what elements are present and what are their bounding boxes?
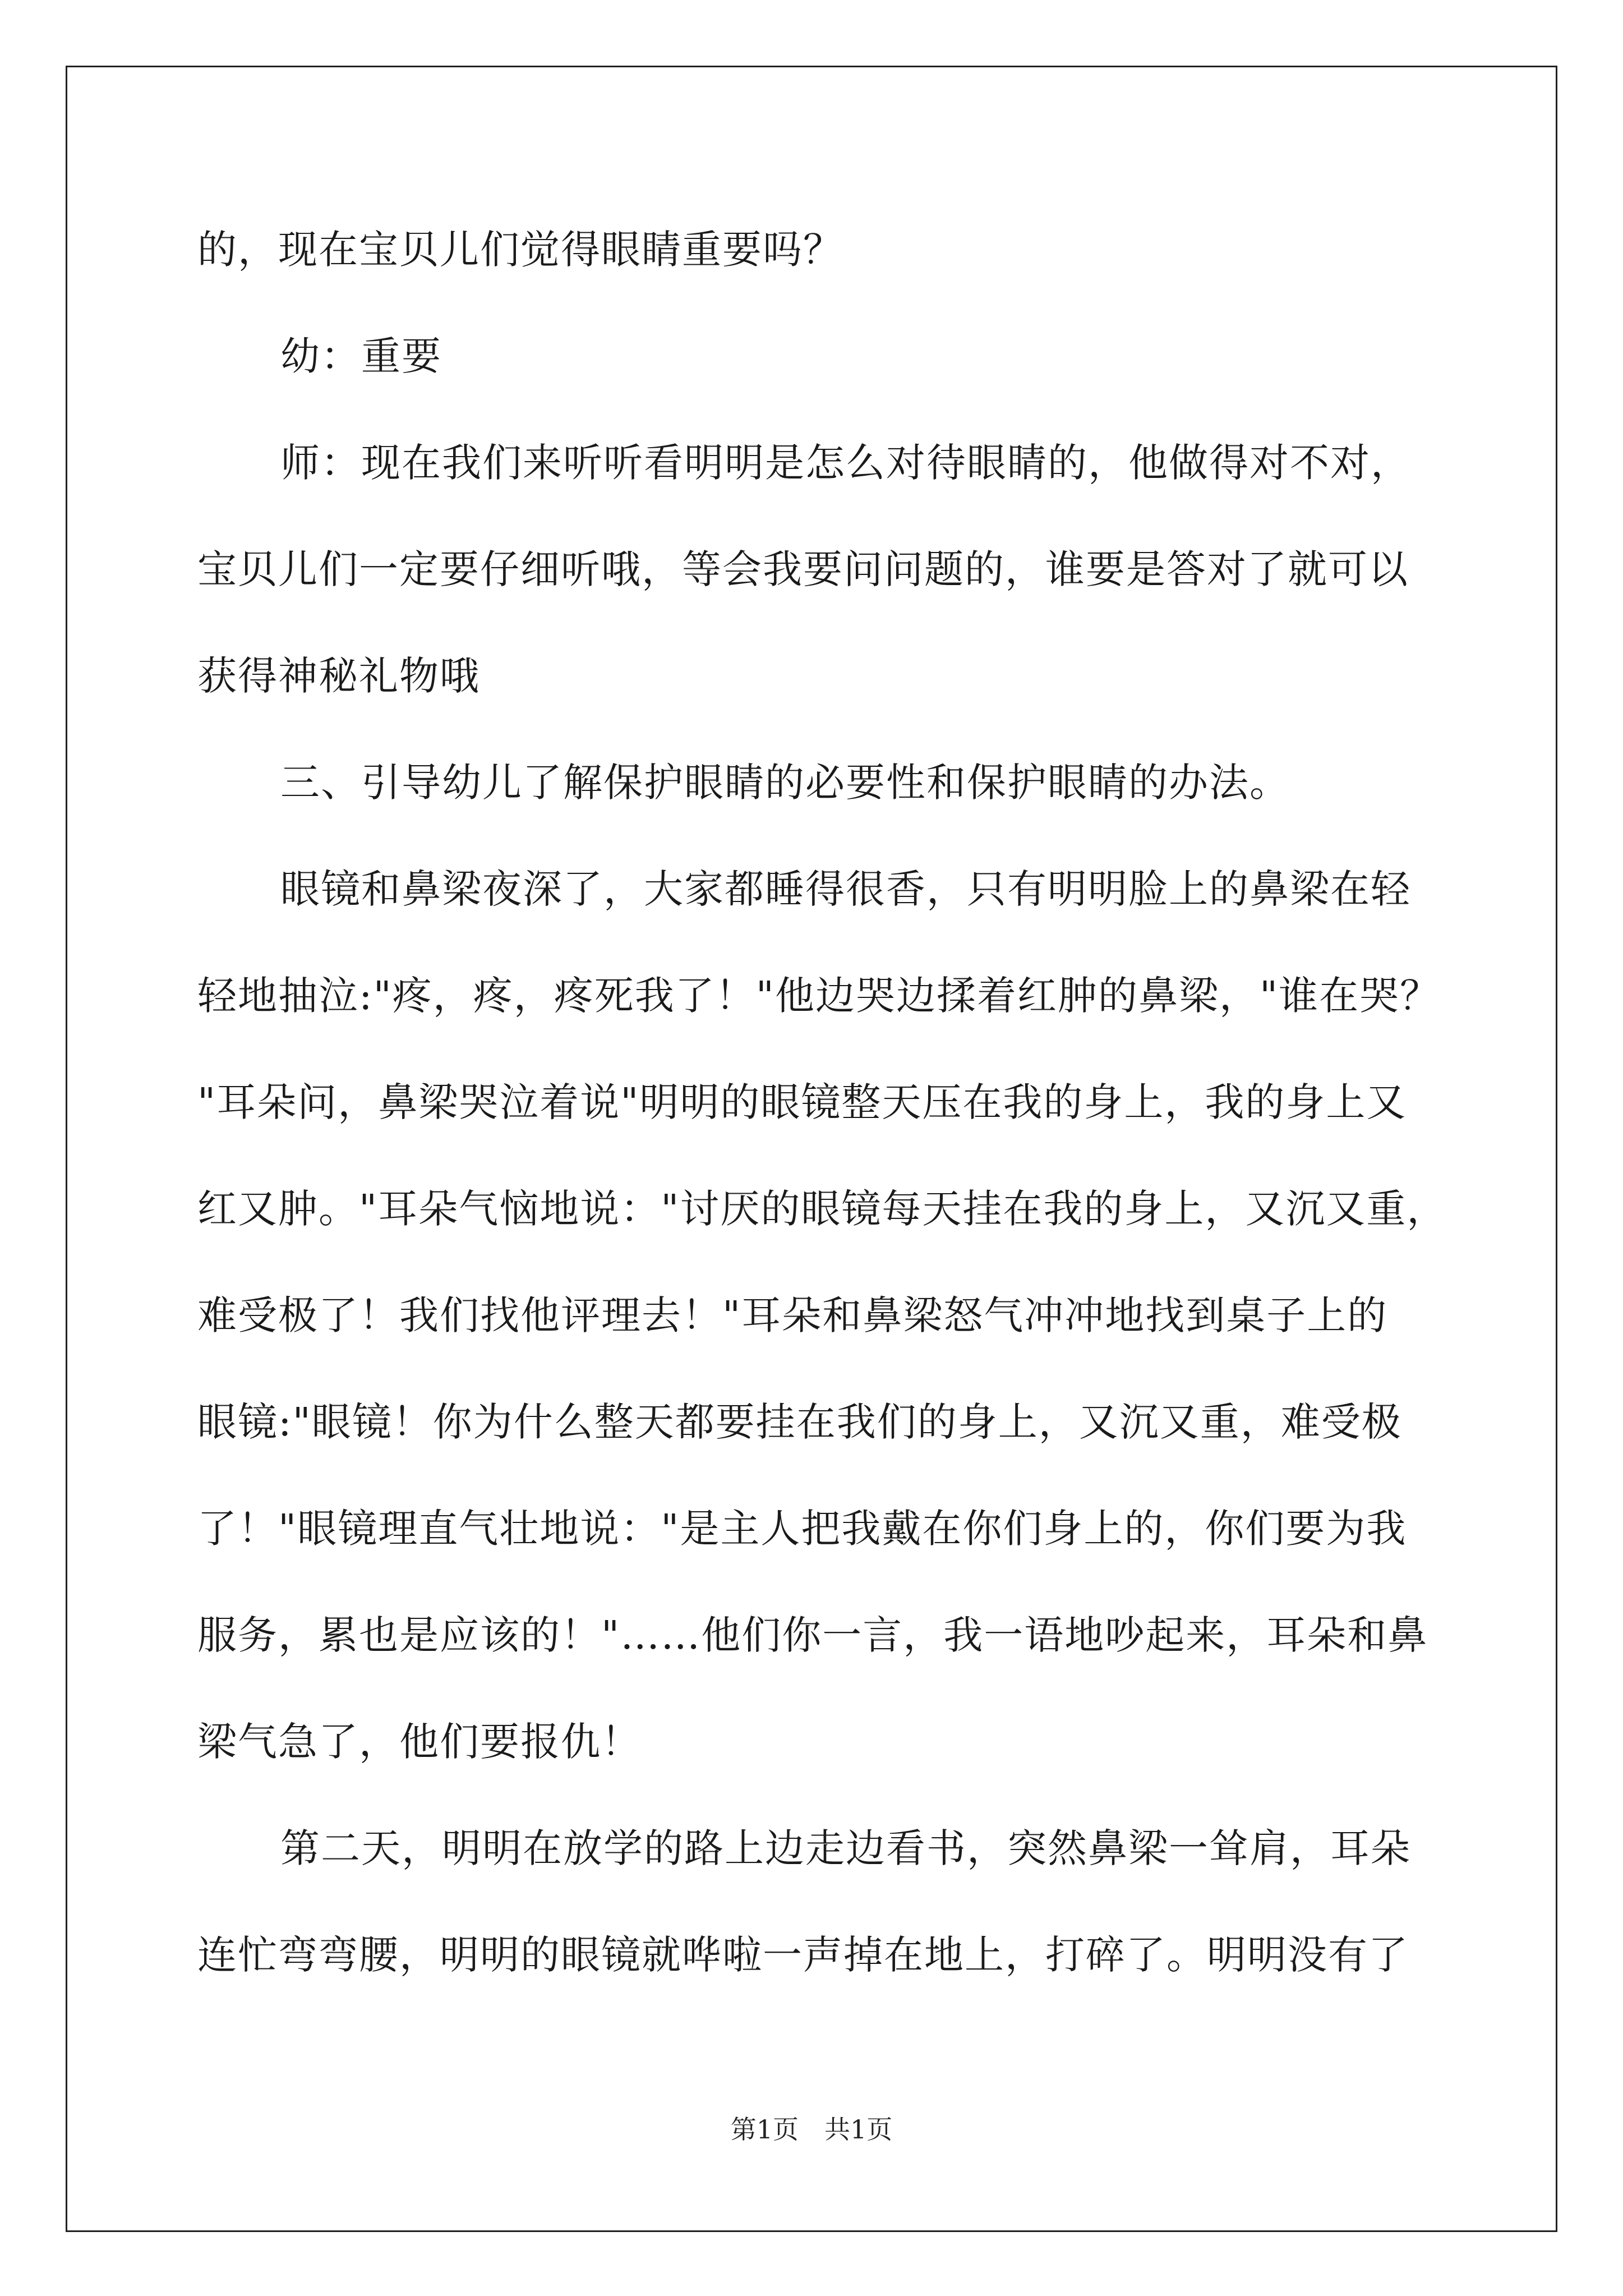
text-line-14: 服务，累也是应该的！"……他们你一言，我一语地吵起来，耳朵和鼻 xyxy=(197,1612,1428,1658)
document-body xyxy=(197,196,1465,2008)
text-line-2: 幼：重要 xyxy=(280,333,442,379)
text-line-12: 眼镜:"眼镜！你为什么整天都要挂在我们的身上，又沉又重，难受极 xyxy=(197,1399,1402,1445)
text-line-10: 红又肿。"耳朵气恼地说："讨厌的眼镜每天挂在我的身上，又沉又重， xyxy=(197,1186,1447,1232)
text-line-16: 第二天，明明在放学的路上边走边看书，突然鼻梁一耸肩，耳朵 xyxy=(280,1825,1411,1871)
text-line-7: 眼镜和鼻梁夜深了，大家都睡得很香，只有明明脸上的鼻梁在轻 xyxy=(280,866,1411,912)
text-line-9: "耳朵问，鼻梁哭泣着说"明明的眼镜整天压在我的身上，我的身上又 xyxy=(197,1079,1407,1125)
text-line-5: 获得神秘礼物哦 xyxy=(197,653,480,699)
text-line-13: 了！"眼镜理直气壮地说："是主人把我戴在你们身上的，你们要为我 xyxy=(197,1506,1407,1552)
text-line-3: 师：现在我们来听听看明明是怎么对待眼睛的，他做得对不对， xyxy=(280,440,1411,486)
text-line-1: 的，现在宝贝儿们觉得眼睛重要吗？ xyxy=(197,227,843,273)
text-line-6: 三、引导幼儿了解保护眼睛的必要性和保护眼睛的办法。 xyxy=(280,760,1290,806)
text-line-15: 梁气急了，他们要报仇！ xyxy=(197,1719,642,1765)
page-number-footer: 第1页 共1页 xyxy=(730,2114,893,2145)
text-line-11: 难受极了！我们找他评理去！"耳朵和鼻梁怒气冲冲地找到桌子上的 xyxy=(197,1292,1388,1338)
text-line-17: 连忙弯弯腰，明明的眼镜就哗啦一声掉在地上，打碎了。明明没有了 xyxy=(197,1932,1409,1978)
text-line-8: 轻地抽泣:"疼，疼，疼死我了！"他边哭边揉着红肿的鼻梁，"谁在哭？ xyxy=(197,973,1441,1019)
text-line-4: 宝贝儿们一定要仔细听哦，等会我要问问题的，谁要是答对了就可以 xyxy=(197,546,1409,592)
